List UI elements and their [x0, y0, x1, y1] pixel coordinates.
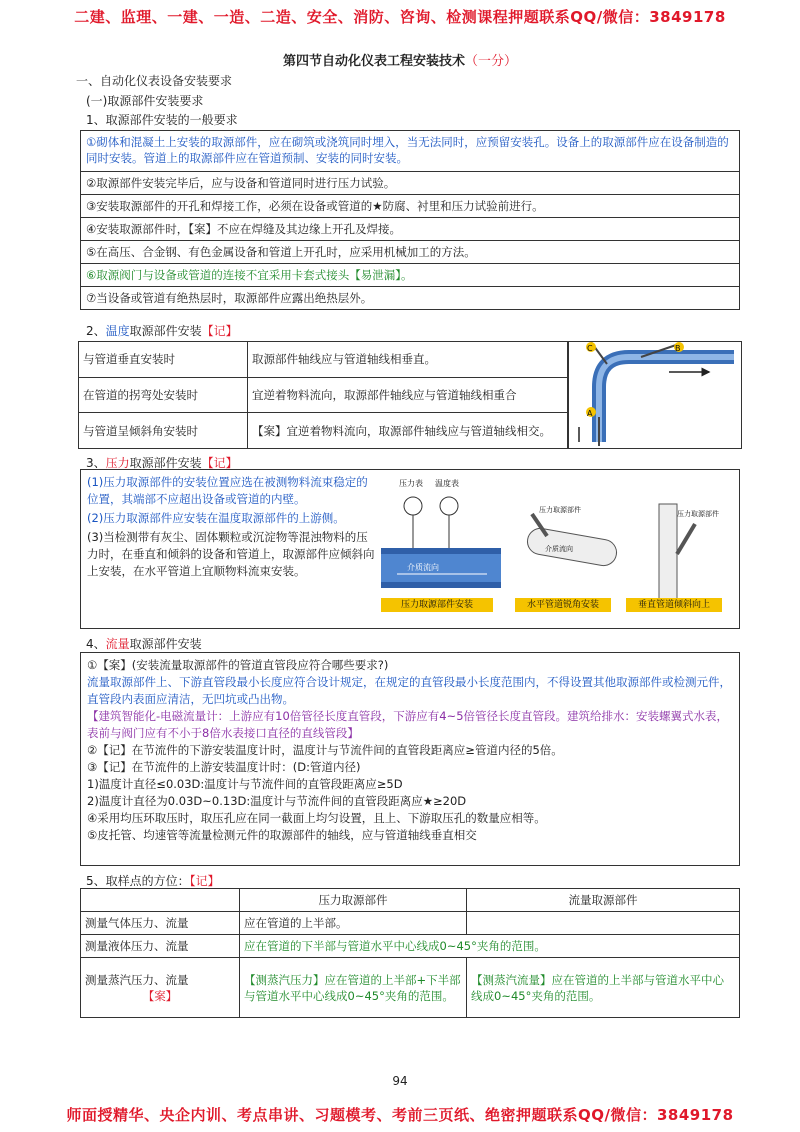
general-row-text: ③安装取源部件的开孔和焊接工作，必须在设备或管道的★防腐、衬里和压力试验前进行。: [86, 199, 544, 213]
general-row-4: [81, 218, 739, 241]
position-row: [81, 958, 740, 1018]
position-label: 测量液体压力、流量: [81, 935, 240, 958]
fig-label-b: B: [675, 344, 681, 353]
temp-row: [79, 342, 568, 378]
temp-pipe-figure: [569, 342, 741, 448]
pressure-para: (3)当检测带有灰尘、固体颗粒或沉淀物等混浊物料的压力时，在垂直和倾斜的设备和管道上，取源部件应倾斜向上安装，在水平管道上宜顺物料流束安装。: [87, 530, 375, 578]
pressure-heading-tag: 【记】: [201, 456, 238, 470]
heading-1: 一、自动化仪表设备安装要求: [76, 74, 233, 88]
section-title: [0, 50, 800, 69]
temp-heading-title: 取源部件安装: [129, 324, 202, 338]
temp-req: 取源部件轴线应与管道轴线相垂直。: [248, 342, 568, 378]
position-header-cell: 压力取源部件: [240, 889, 467, 912]
position-header-row: [81, 889, 740, 912]
flow-line: 2)温度计直径为0.03D~0.13D:温度计与节流件间的直管段距离应★≥20D: [87, 794, 467, 808]
pressure-heading-title: 取源部件安装: [129, 456, 202, 470]
general-row-7: [81, 287, 739, 309]
flow-line: 流量取源部件上、下游直管段最小长度应符合设计规定，在规定的直管段最小长度范围内，不得设置其他取源部件或检测元件，直管段内表面应清洁，无凹坑或凸出物。: [87, 675, 731, 706]
top-banner: 二建、监理、一建、一造、二造、安全、消防、咨询、检测课程押题联系QQ/微信：3849178: [74, 8, 726, 26]
general-row-3: [81, 195, 739, 218]
general-row-text: ⑦当设备或管道有绝热层时，取源部件应露出绝热层外。: [86, 291, 373, 305]
general-row-text: ④安装取源部件时，【案】不应在焊缝及其边缘上开孔及焊接。: [86, 222, 402, 236]
position-flow: 【测蒸汽流量】应在管道的上半部与管道水平中心线成0~45°夹角的范围。: [467, 958, 740, 1018]
temp-table-grid: [78, 341, 568, 449]
position-heading-title: 取样点的方位：: [105, 874, 190, 888]
position-header-cell: 流量取源部件: [467, 889, 740, 912]
general-row-2: [81, 172, 739, 195]
flow-heading: [86, 635, 202, 652]
temp-row: [79, 413, 568, 449]
general-row-text: ⑤在高压、合金钢、有色金属设备和管道上开孔时，应采用机械加工的方法。: [86, 245, 476, 259]
position-header-cell: [81, 889, 240, 912]
general-row-text: ②取源部件安装完毕后，应与设备和管道同时进行压力试验。: [86, 176, 396, 190]
flow-line: ③【记】在节流件的上游安装温度计时：(D:管道内径): [87, 760, 361, 774]
part-label-2: 压力取源部件: [677, 510, 719, 518]
flow-label: 介质流向: [545, 545, 573, 553]
temp-heading: [86, 322, 238, 339]
flow-box: [80, 652, 740, 866]
heading-3: 1、取源部件安装的一般要求: [86, 113, 238, 127]
fig-label-a: A: [587, 409, 593, 418]
position-pressure: 【测蒸汽压力】应在管道的上半部+下半部与管道水平中心线成0~45°夹角的范围。: [240, 958, 467, 1018]
fig-label-c: C: [587, 344, 593, 353]
pressure-heading-kw: 压力: [105, 456, 130, 470]
flow-direction-label: 介质流向: [407, 563, 439, 572]
pressure-para: (2)压力取源部件应安装在温度取源部件的上游侧。: [87, 511, 345, 525]
temp-heading-tag: 【记】: [201, 324, 238, 338]
position-heading-num: 5、: [86, 874, 106, 888]
position-label: 测量蒸汽压力、流量: [85, 972, 189, 987]
general-row-6: [81, 264, 739, 287]
section-title-score: （一分）: [465, 54, 518, 69]
pressure-heading-num: 3、: [86, 456, 106, 470]
pressure-text: [87, 474, 377, 580]
flow-line: 【建筑智能化-电磁流量计：上游应有10倍管径长度直管段，下游应有4~5倍管径长度直管段。建筑给排水：安装螺翼式水表，表前与阀门应有不小于8倍水表接口直径的直线管段】: [87, 709, 729, 740]
flow-line: ①【案】(安装流量取源部件的管道直管段应符合哪些要求?): [87, 658, 389, 672]
pressure-gauge-label: 压力表: [399, 479, 423, 488]
temp-heading-num: 2、: [86, 324, 106, 338]
flow-heading-kw: 流量: [105, 637, 130, 651]
position-label: 测量气体压力、流量: [81, 912, 240, 935]
pressure-box: [80, 469, 740, 629]
general-requirements-box: [80, 130, 740, 310]
flow-line: ④采用均压环取压时，取压孔应在同一截面上均匀设置，且上、下游取压孔的数量应相等。: [87, 811, 546, 825]
flow-line: ⑤皮托管、均速管等流量检测元件的取源部件的轴线，应与管道轴线垂直相交: [87, 828, 477, 842]
temp-req: 宜逆着物料流向，取源部件轴线应与管道轴线相重合: [248, 377, 568, 413]
part-label: 压力取源部件: [539, 506, 581, 514]
position-table-grid: [80, 888, 740, 1018]
general-row-text: ①砌体和混凝土上安装的取源部件，应在砌筑或浇筑同时埋入，当无法同时，应预留安装孔。设备上的取源部件应在设备制造的同时安装。管道上的取源部件应在管道预制、安装的同时安装。: [86, 135, 729, 165]
position-row: [81, 935, 740, 958]
position-label-tag: 【案】: [142, 988, 178, 1003]
temp-heading-kw: 温度: [105, 324, 130, 338]
pressure-caption-2: 水平管道锐角安装: [515, 598, 611, 612]
section-title-text: 第四节自动化仪表工程安装技术: [282, 54, 465, 69]
temp-req: 【案】宜逆着物料流向，取源部件轴线应与管道轴线相交。: [248, 413, 568, 449]
flow-heading-num: 4、: [86, 637, 106, 651]
temp-table: [78, 341, 742, 449]
flow-line: ②【记】在节流件的下游安装温度计时，温度计与节流件间的直管段距离应≥管道内径的5倍。: [87, 743, 563, 757]
bottom-banner: 师面授精华、央企内训、考点串讲、习题模考、考前三页纸、绝密押题联系QQ/微信：3849178: [66, 1106, 734, 1124]
position-table: [80, 888, 740, 1018]
temp-row: [79, 377, 568, 413]
pressure-caption-1: 压力取源部件安装: [381, 598, 493, 612]
temp-cond: 在管道的拐弯处安装时: [79, 377, 248, 413]
position-row: [81, 912, 740, 935]
general-row-text: ⑥取源阀门与设备或管道的连接不宜采用卡套式接头【易泄漏】。: [86, 268, 413, 282]
position-pressure: 应在管道的下半部与管道水平中心线成0~45°夹角的范围。: [240, 935, 740, 958]
temp-cond: 与管道垂直安装时: [79, 342, 248, 378]
position-heading: [86, 872, 220, 889]
page-number: 94: [392, 1074, 408, 1088]
pressure-para: (1)压力取源部件的安装位置应选在被测物料流束稳定的位置，其端部不应超出设备或管道的内壁。: [87, 475, 368, 506]
flow-heading-title: 取源部件安装: [129, 637, 202, 651]
temp-gauge-label: 温度表: [435, 479, 459, 488]
position-label-cell: [81, 958, 240, 1018]
pressure-caption-3: 垂直管道倾斜向上: [626, 598, 722, 612]
position-pressure: 应在管道的上半部。: [240, 912, 467, 935]
general-row-1: [81, 131, 739, 172]
general-row-5: [81, 241, 739, 264]
temp-figure: [568, 341, 742, 449]
temp-cond: 与管道呈倾斜角安装时: [79, 413, 248, 449]
heading-2: (一)取源部件安装要求: [86, 94, 204, 108]
flow-line: 1)温度计直径≤0.03D:温度计与节流件间的直管段距离应≥5D: [87, 777, 403, 791]
position-flow: [467, 912, 740, 935]
position-heading-tag: 【记】: [189, 874, 220, 888]
